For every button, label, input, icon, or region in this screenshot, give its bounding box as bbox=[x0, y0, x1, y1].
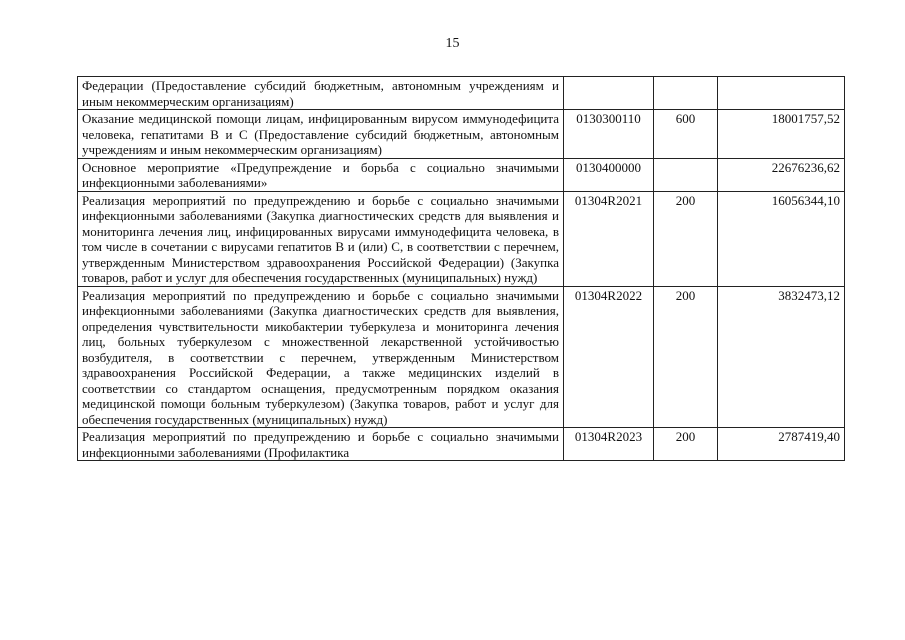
row-target-code bbox=[564, 77, 654, 110]
row-expense-type bbox=[654, 158, 718, 191]
row-target-code: 01304R2023 bbox=[564, 428, 654, 461]
row-target-code: 0130300110 bbox=[564, 110, 654, 159]
table-row bbox=[78, 286, 845, 428]
row-amount: 18001757,52 bbox=[718, 110, 845, 159]
table-row bbox=[78, 110, 845, 159]
row-description: Реализация мероприятий по предупреждению и борьбе с социально значимыми инфекционными заболеваниями (Профилактика bbox=[78, 428, 564, 461]
row-description: Основное мероприятие «Предупреждение и борьба с социально значимыми инфекционными заболеваниями» bbox=[78, 158, 564, 191]
row-expense-type: 200 bbox=[654, 191, 718, 286]
row-expense-type bbox=[654, 77, 718, 110]
page-number: 15 bbox=[445, 36, 460, 51]
row-description: Федерации (Предоставление субсидий бюджетным, автономным учреждениям и иным некоммерческим организациям) bbox=[78, 77, 564, 110]
row-expense-type: 600 bbox=[654, 110, 718, 159]
row-expense-type: 200 bbox=[654, 428, 718, 461]
table-row bbox=[78, 158, 845, 191]
table-row bbox=[78, 428, 845, 461]
row-amount: 16056344,10 bbox=[718, 191, 845, 286]
table-row bbox=[78, 191, 845, 286]
budget-table bbox=[77, 76, 845, 461]
row-target-code: 01304R2021 bbox=[564, 191, 654, 286]
row-description: Реализация мероприятий по предупреждению и борьбе с социально значимыми инфекционными заболеваниями (Закупка диагностических средств для выявления и мониторинга лечения лиц, инфицированных вирусами иммунодефицита человека, в том числе в сочетании с вирусами гепатитов В и (или) С, в соответствии с перечнем, утвержденным Министерством здравоохранения Российской Федерации) (Закупка товаров, работ и услуг для обеспечения государственных (муниципальных) нужд) bbox=[78, 191, 564, 286]
row-amount: 22676236,62 bbox=[718, 158, 845, 191]
table-row bbox=[78, 77, 845, 110]
row-expense-type: 200 bbox=[654, 286, 718, 428]
row-amount bbox=[718, 77, 845, 110]
row-description: Оказание медицинской помощи лицам, инфицированным вирусом иммунодефицита человека, гепатитами В и С (Предоставление субсидий бюджетным, автономным учреждениям и иным некоммерческим организациям) bbox=[78, 110, 564, 159]
row-description: Реализация мероприятий по предупреждению и борьбе с социально значимыми инфекционными заболеваниями (Закупка диагностических средств для выявления, определения чувствительности микобактерии туберкулеза и мониторинга лечения лиц, больных туберкулезом с множественной лекарственной устойчивостью возбудителя, в соответствии с перечнем, утвержденным Министерством здравоохранения Российской Федерации, а также медицинских изделий в соответствии со стандартом оснащения, предусмотренным порядком оказания медицинской помощи больным туберкулезом) (Закупка товаров, работ и услуг для обеспечения государственных (муниципальных) нужд) bbox=[78, 286, 564, 428]
row-amount: 2787419,40 bbox=[718, 428, 845, 461]
row-target-code: 0130400000 bbox=[564, 158, 654, 191]
row-amount: 3832473,12 bbox=[718, 286, 845, 428]
row-target-code: 01304R2022 bbox=[564, 286, 654, 428]
